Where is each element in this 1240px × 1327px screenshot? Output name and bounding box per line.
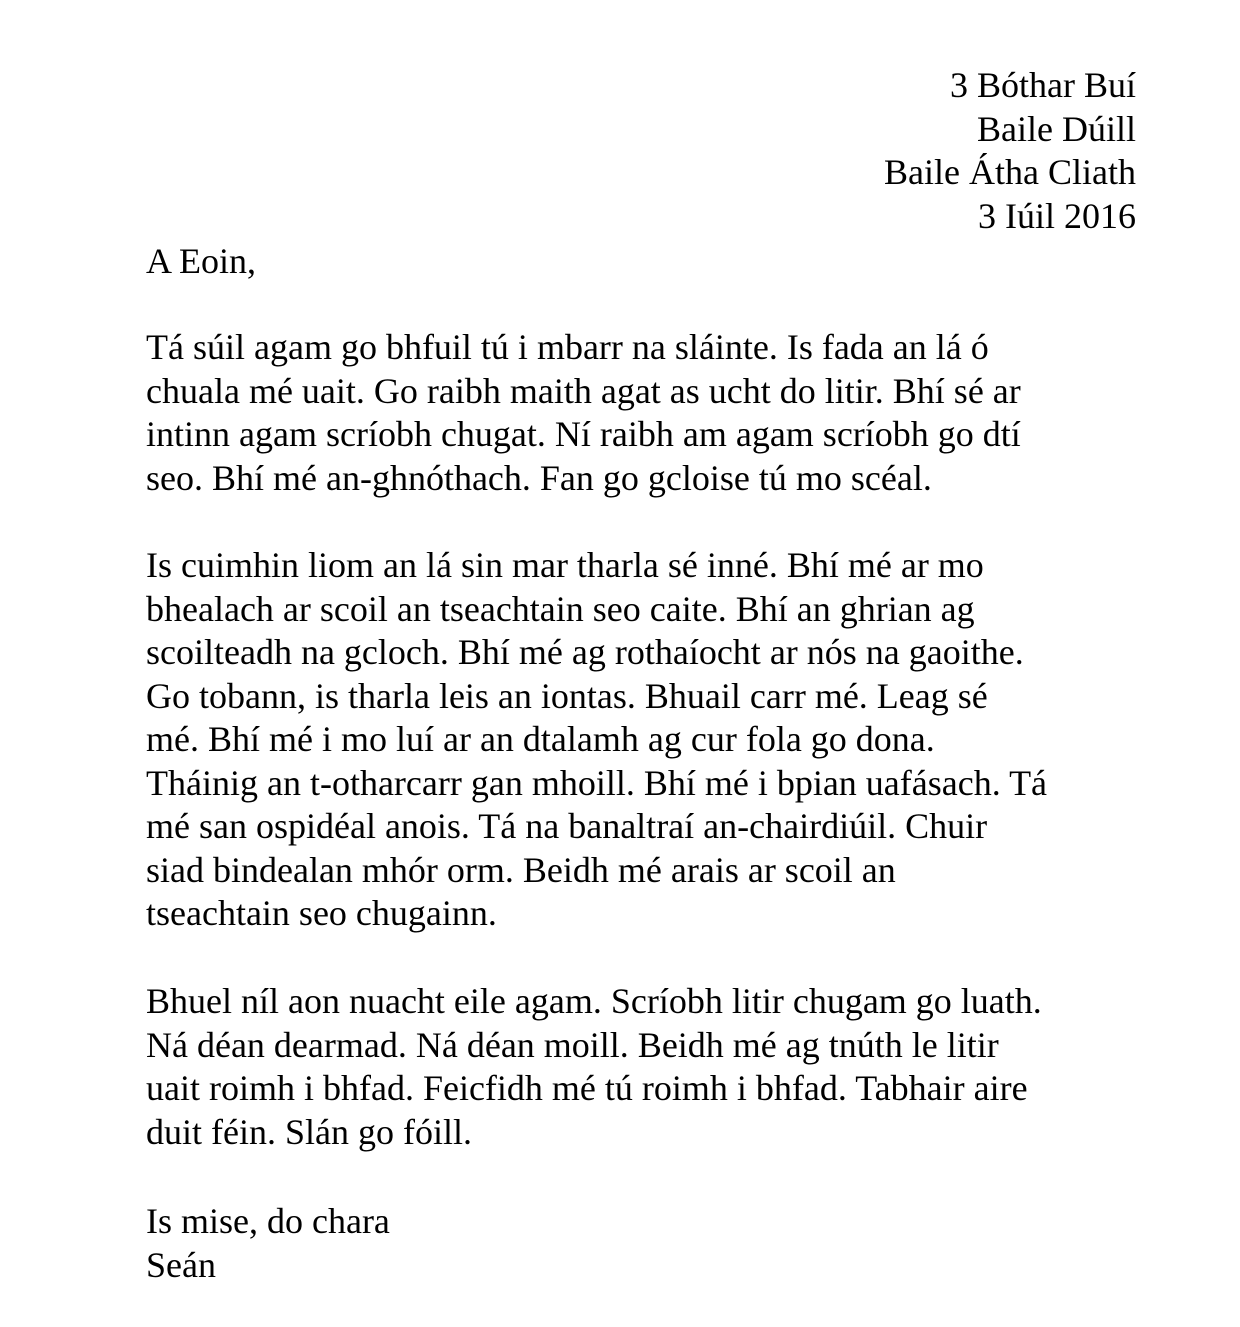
paragraph-line: mé san ospidéal anois. Tá na banaltraí an-chairdiúil. Chuir [146,806,988,846]
address-area: Baile Dúill [977,108,1136,149]
paragraph-line: Bhuel níl aon nuacht eile agam. Scríobh litir chugam go luath. [146,981,1042,1021]
paragraph-line: mé. Bhí mé i mo luí ar an dtalamh ag cur fola go dona. [146,719,935,759]
paragraph-line: Tá súil agam go bhfuil tú i mbarr na sláinte. Is fada an lá ó [146,327,989,367]
paragraph-line: tseachtain seo chugainn. [146,893,497,933]
paragraph-line: Is cuimhin liom an lá sin mar tharla sé inné. Bhí mé ar mo [146,545,984,585]
paragraph-line: intinn agam scríobh chugat. Ní raibh am agam scríobh go dtí [146,414,1021,454]
paragraph-line: siad bindealan mhór orm. Beidh mé arais ar scoil an [146,849,896,890]
paragraph-1 [146,326,1146,500]
paragraph-2 [146,544,1146,936]
paragraph-line: chuala mé uait. Go raibh maith agat as ucht do litir. Bhí sé ar [146,370,1021,411]
salutation: A Eoin, [146,241,257,281]
address-city: Baile Átha Cliath [884,152,1136,192]
paragraph-line: bhealach ar scoil an tseachtain seo caite. Bhí an ghrian ag [146,588,975,629]
paragraph-line: Ná déan dearmad. Ná déan moill. Beidh mé ag tnúth le litir [146,1024,999,1065]
closing-block [146,1200,390,1287]
closing-phrase: Is mise, do chara [146,1201,390,1241]
address-street: 3 Bóthar Buí [950,65,1136,105]
paragraph-line: scoilteadh na gcloch. Bhí mé ag rothaíocht ar nós na gaoithe. [146,632,1024,672]
paragraph-line: Go tobann, is tharla leis an iontas. Bhuail carr mé. Leag sé [146,675,988,716]
signature: Seán [146,1244,216,1285]
letter-date: 3 Iúil 2016 [978,195,1136,236]
sender-address [884,64,1136,238]
paragraph-3 [146,980,1146,1154]
paragraph-line: duit féin. Slán go fóill. [146,1111,472,1152]
paragraph-line: seo. Bhí mé an-ghnóthach. Fan go gcloise tú mo scéal. [146,457,932,498]
paragraph-line: uait roimh i bhfad. Feicfidh mé tú roimh i bhfad. Tabhair aire [146,1068,1028,1108]
paragraph-line: Tháinig an t-otharcarr gan mhoill. Bhí mé i bpian uafásach. Tá [146,762,1048,803]
